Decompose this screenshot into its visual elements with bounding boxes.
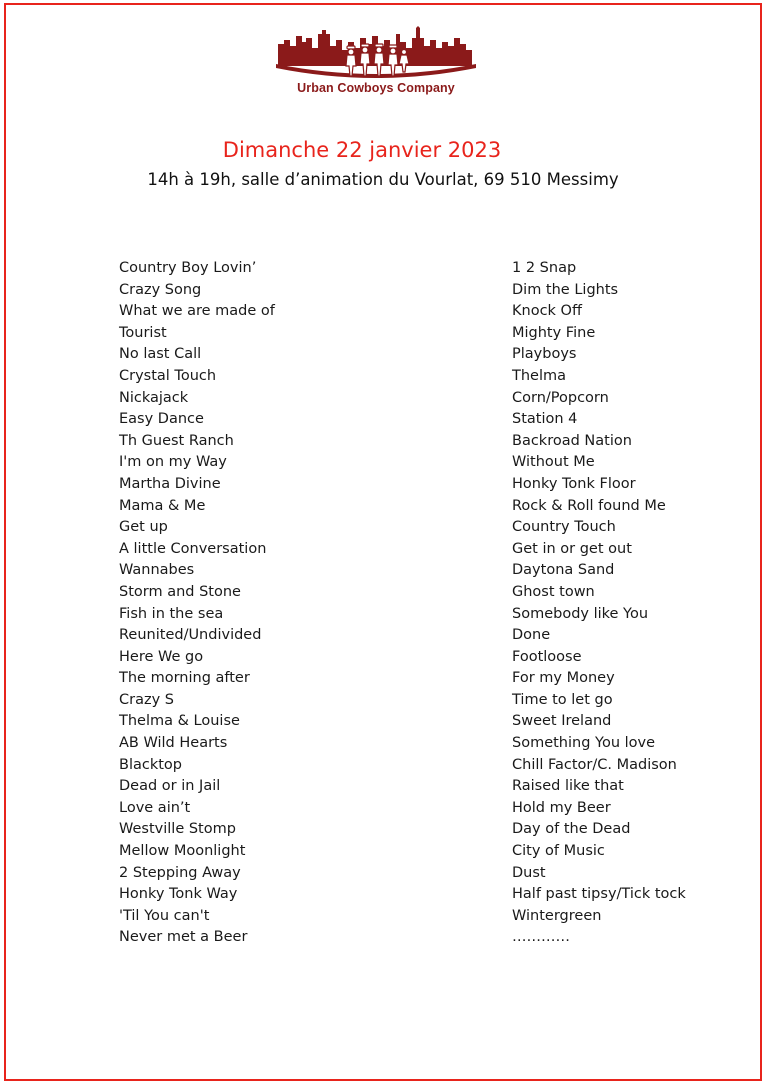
dance-list-item: Mellow Moonlight <box>119 843 246 860</box>
dance-list-item: ………… <box>512 929 570 946</box>
dance-list-item: Somebody like You <box>512 605 649 622</box>
dance-list-item: Footloose <box>512 648 582 665</box>
dance-list-item: Crystal Touch <box>119 367 217 384</box>
company-logo <box>276 26 476 98</box>
dance-list-item: Raised like that <box>512 778 624 795</box>
dance-list-item: Easy Dance <box>119 411 204 428</box>
dance-list-item: Storm and Stone <box>119 583 241 600</box>
dance-list-item: Knock Off <box>512 303 582 320</box>
dance-list-item: Done <box>512 627 551 644</box>
event-date-title: Dimanche 22 janvier 2023 <box>222 138 502 162</box>
dance-list-item: Chill Factor/C. Madison <box>512 756 677 773</box>
dance-list-item: Country Touch <box>512 519 616 536</box>
dance-list-item: The morning after <box>119 670 250 687</box>
dance-list-item: Th Guest Ranch <box>119 432 234 449</box>
dance-list-item: Never met a Beer <box>119 929 248 946</box>
dance-list-item: What we are made of <box>119 303 275 320</box>
dance-list-item: Wannabes <box>119 562 195 579</box>
dance-list-item: Love ain’t <box>119 799 191 816</box>
dance-list-item: Daytona Sand <box>512 562 615 579</box>
dance-list-item: For my Money <box>512 670 615 687</box>
dance-list-item: Station 4 <box>512 411 578 428</box>
dance-list-item: Get in or get out <box>512 540 632 557</box>
dance-list-item: Dust <box>512 864 546 881</box>
dance-list-item: Crazy Song <box>119 281 202 298</box>
event-location-subtitle: 14h à 19h, salle d’animation du Vourlat, 69 510 Messimy <box>147 170 619 189</box>
dance-list-item: Dim the Lights <box>512 281 619 298</box>
dance-list-item: Time to let go <box>512 691 613 708</box>
dance-list-item: Hold my Beer <box>512 799 611 816</box>
dance-list-item: 1 2 Snap <box>512 260 577 276</box>
dance-list-item: Honky Tonk Floor <box>512 475 636 492</box>
dance-list-item: Ghost town <box>512 583 595 600</box>
dance-list-item: Fish in the sea <box>119 605 224 622</box>
dance-list-item: AB Wild Hearts <box>119 735 228 752</box>
dance-list-item: Martha Divine <box>119 475 221 492</box>
dance-list-item: A little Conversation <box>119 540 267 557</box>
dance-list-item: Crazy S <box>119 691 174 708</box>
dance-list-item: Dead or in Jail <box>119 778 221 795</box>
dance-list-item: Westville Stomp <box>119 821 236 838</box>
dance-list-item: Something You love <box>512 735 656 752</box>
dance-list-item: Reunited/Undivided <box>119 627 262 644</box>
dance-list-item: Nickajack <box>119 389 189 406</box>
dance-list-item: 'Til You can't <box>119 907 210 924</box>
dance-list-item: Get up <box>119 519 168 536</box>
dance-list-right <box>512 258 686 949</box>
dance-list-item: Backroad Nation <box>512 432 632 449</box>
dance-list-item: Mama & Me <box>119 497 206 514</box>
dance-list-item: Mighty Fine <box>512 324 596 341</box>
dance-list-item: Half past tipsy/Tick tock <box>512 886 686 903</box>
dance-list-item: Thelma & Louise <box>119 713 240 730</box>
dance-list-item: Blacktop <box>119 756 182 773</box>
dance-list-item: Wintergreen <box>512 907 602 924</box>
company-name: Urban Cowboys Company <box>297 81 455 95</box>
dance-list-item: I'm on my Way <box>119 454 227 471</box>
dance-list-left <box>119 258 275 949</box>
dance-list-item: 2 Stepping Away <box>119 864 241 881</box>
dance-list-item: No last Call <box>119 346 202 363</box>
dance-list-item: Tourist <box>119 324 167 341</box>
dance-list-item: Day of the Dead <box>512 821 631 838</box>
dance-list-item: Without Me <box>512 454 595 471</box>
dance-list-item: Here We go <box>119 648 204 665</box>
dance-list-item: Rock & Roll found Me <box>512 497 666 514</box>
dance-list-item: Country Boy Lovin’ <box>119 260 257 276</box>
dance-list-item: City of Music <box>512 843 605 860</box>
dance-list-item: Thelma <box>512 367 567 384</box>
dance-list-item: Honky Tonk Way <box>119 886 238 903</box>
dance-list-item: Sweet Ireland <box>512 713 612 730</box>
dance-list-item: Playboys <box>512 346 577 363</box>
skyline-icon <box>276 26 476 82</box>
dance-list-item: Corn/Popcorn <box>512 389 609 406</box>
